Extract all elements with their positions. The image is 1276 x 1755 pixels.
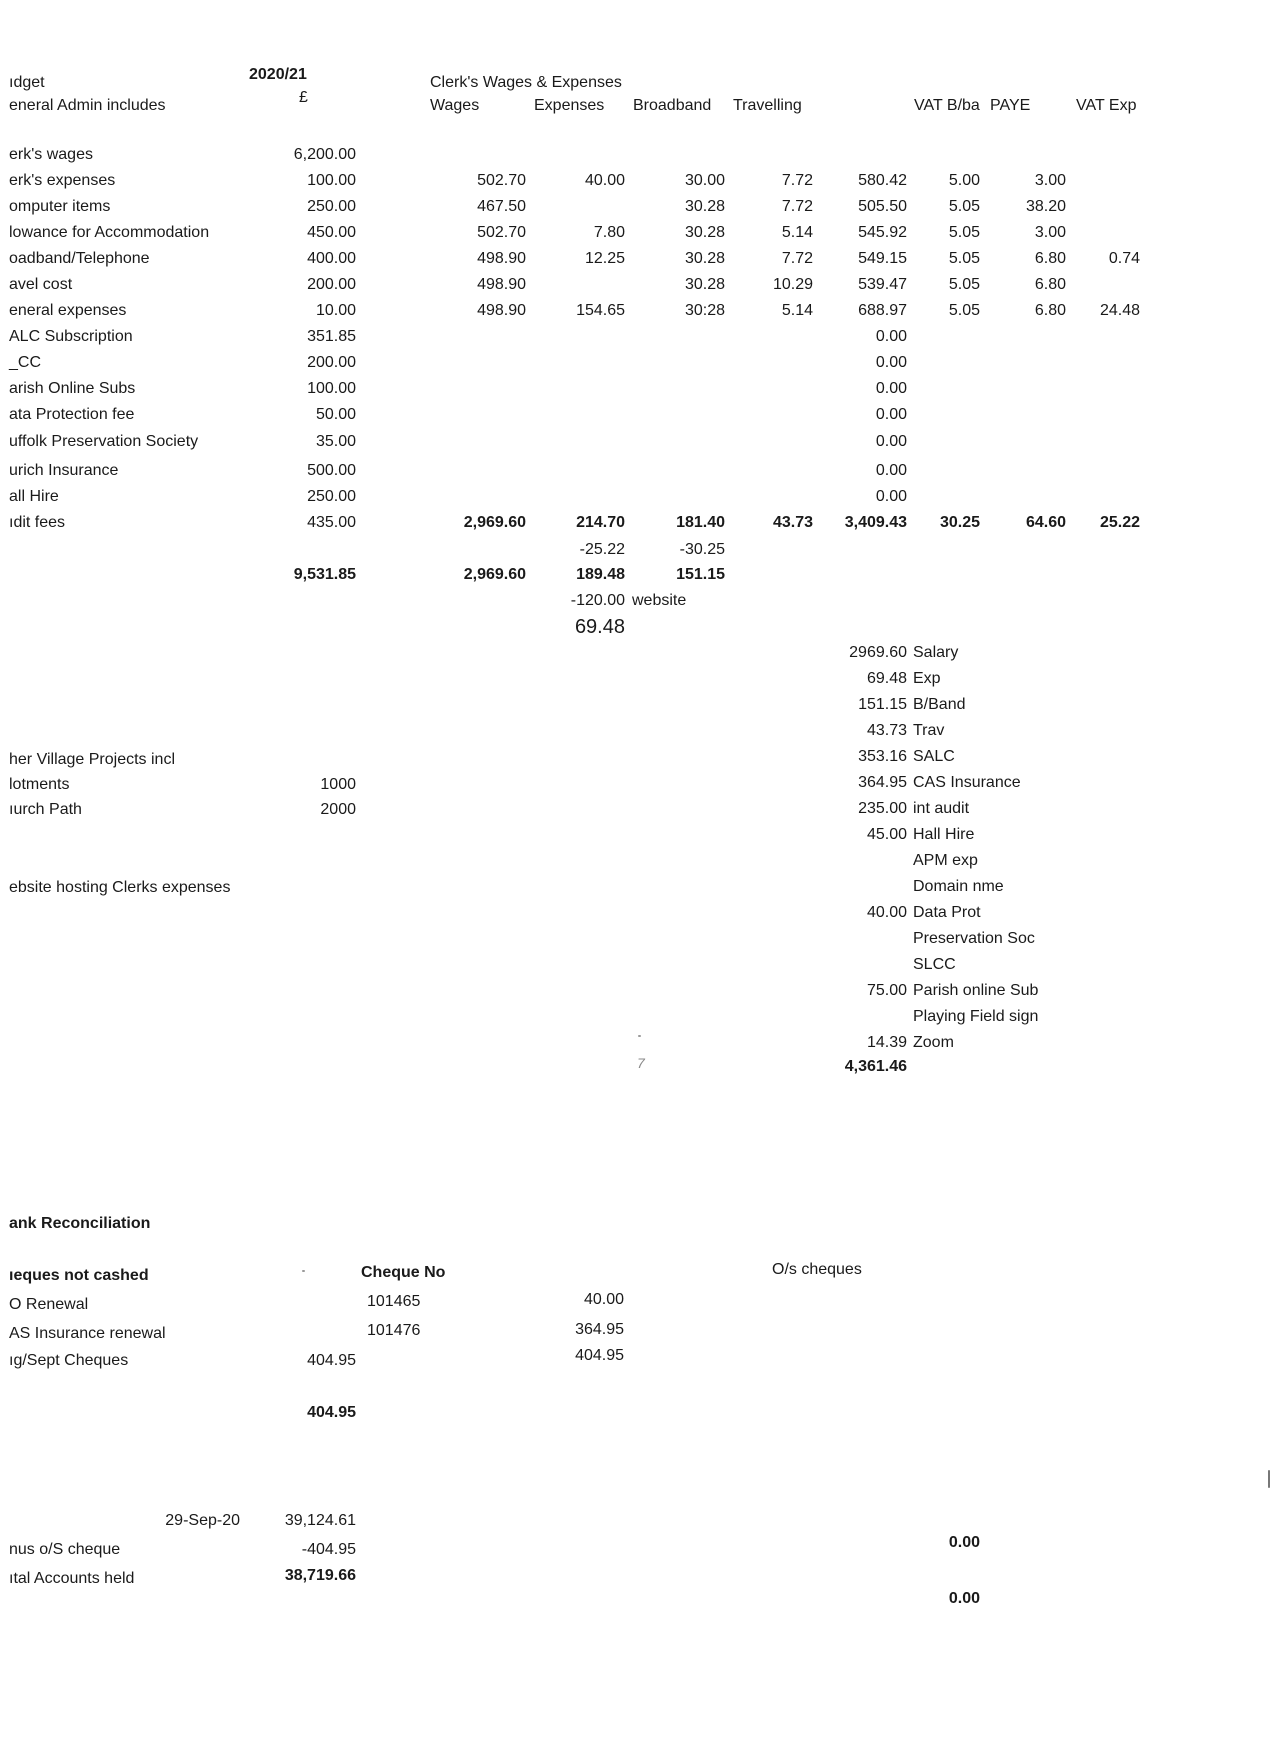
bank-balance: 39,124.61 (284, 1512, 356, 1529)
aug-sept-label: ıg/Sept Cheques (9, 1352, 129, 1369)
zero-total: 0.00 (875, 354, 907, 371)
summary-amount: 40.00 (866, 904, 907, 921)
clerk-cell-travelling: 5.14 (781, 224, 813, 241)
summary-amount: 45.00 (866, 826, 907, 843)
other-item-label: lotments (9, 776, 70, 793)
zero-total: 0.00 (875, 380, 907, 397)
cheque-number: 101465 (367, 1293, 421, 1310)
summary-label: Domain nme (913, 878, 1004, 895)
expenses-final: 69.48 (574, 616, 625, 638)
budget-item-amount: 200.00 (307, 276, 356, 293)
budget-year: 2020/21 (249, 66, 307, 83)
clerk-cell-broadband: 30.28 (684, 198, 725, 215)
summary-label: APM exp (913, 852, 978, 869)
budget-item-amount: 35.00 (315, 433, 356, 450)
clerk-cell-total: 545.92 (858, 224, 907, 241)
scan-speck (638, 1035, 641, 1037)
other-projects-heading: her Village Projects incl (9, 751, 176, 768)
budget-item-amount: 6,200.00 (293, 146, 356, 163)
budget-item-amount: 250.00 (307, 488, 356, 505)
clerk-cell-vat-bb: 5.05 (948, 250, 980, 267)
clerk-cell-total: 549.15 (858, 250, 907, 267)
summary-total: 4,361.46 (844, 1058, 907, 1075)
net-wages: 2,969.60 (463, 566, 526, 583)
clerk-cell-broadband: 30.28 (684, 224, 725, 241)
summary-label: Playing Field sign (913, 1008, 1039, 1025)
balance-date: 29-Sep-20 (165, 1512, 240, 1529)
clerk-cell-expenses: 12.25 (584, 250, 625, 267)
clerk-total-total: 3,409.43 (844, 514, 907, 531)
clerk-cell-expenses: 7.80 (593, 224, 625, 241)
summary-amount: 69.48 (866, 670, 907, 687)
clerk-cell-wages: 498.90 (477, 250, 526, 267)
aug-sept-amount-2: 404.95 (575, 1347, 624, 1364)
budget-item-amount: 100.00 (307, 172, 356, 189)
budget-item-label: arish Online Subs (9, 380, 136, 397)
website-hosting-note: ebsite hosting Clerks expenses (9, 879, 231, 896)
budget-item-label: ALC Subscription (9, 328, 133, 345)
clerk-cell-total: 505.50 (858, 198, 907, 215)
cheques-heading: ıeques not cashed (9, 1267, 149, 1284)
clerk-cell-vat-bb: 5.00 (948, 172, 980, 189)
clerk-cell-vat-exp: 0.74 (1108, 250, 1140, 267)
clerk-cell-broadband: 30.28 (684, 276, 725, 293)
total-accounts-amount: 38,719.66 (284, 1567, 356, 1584)
cheque-label: O Renewal (9, 1296, 89, 1313)
budget-item-amount: 100.00 (307, 380, 356, 397)
summary-label: Parish online Sub (913, 982, 1039, 999)
clerk-cell-vat-exp: 24.48 (1099, 302, 1140, 319)
zero-total: 0.00 (875, 328, 907, 345)
budget-item-label: lowance for Accommodation (9, 224, 210, 241)
cheque-no-heading: Cheque No (361, 1264, 446, 1281)
clerk-cell-travelling: 7.72 (781, 172, 813, 189)
clerk-cell-broadband: 30.00 (684, 172, 725, 189)
summary-amount: 2969.60 (849, 644, 907, 661)
clerk-total-vat-bb: 30.25 (939, 514, 980, 531)
summary-label: Preservation Soc (913, 930, 1035, 947)
budget-item-label: erk's expenses (9, 172, 116, 189)
summary-label: B/Band (913, 696, 966, 713)
net-expenses: 189.48 (576, 566, 625, 583)
clerk-cell-paye: 6.80 (1034, 302, 1066, 319)
zero-total: 0.00 (875, 433, 907, 450)
clerk-cell-broadband: 30.28 (684, 250, 725, 267)
budget-item-label: avel cost (9, 276, 73, 293)
vat-less-expenses: -25.22 (579, 541, 625, 558)
clerk-cell-vat-bb: 5.05 (948, 302, 980, 319)
clerk-cell-paye: 38.20 (1025, 198, 1066, 215)
header-broadband: Broadband (633, 97, 712, 114)
vat-less-broadband: -30.25 (679, 541, 725, 558)
cheques-subtotal: 404.95 (307, 1404, 356, 1421)
summary-label: SALC (913, 748, 955, 765)
scan-speck (1268, 1470, 1270, 1488)
summary-amount: 353.16 (858, 748, 907, 765)
budget-item-amount: 435.00 (307, 514, 356, 531)
right-zero-1: 0.00 (948, 1534, 980, 1551)
clerk-total-wages: 2,969.60 (463, 514, 526, 531)
clerk-cell-expenses: 40.00 (584, 172, 625, 189)
cheque-label: AS Insurance renewal (9, 1325, 166, 1342)
clerk-cell-vat-bb: 5.05 (948, 198, 980, 215)
header-wages: Wages (430, 97, 480, 114)
stray-mark: 7 (637, 1055, 645, 1071)
clerk-cell-broadband: 30:28 (684, 302, 725, 319)
budget-item-amount: 400.00 (307, 250, 356, 267)
cheque-number: 101476 (367, 1322, 421, 1339)
summary-amount: 364.95 (858, 774, 907, 791)
other-item-amount: 2000 (320, 801, 356, 818)
currency-symbol: £ (299, 89, 308, 106)
website-adjust-amount: -120.00 (570, 592, 625, 609)
summary-amount: 14.39 (866, 1034, 907, 1051)
summary-amount: 151.15 (858, 696, 907, 713)
clerk-cell-travelling: 10.29 (772, 276, 813, 293)
clerk-total-travelling: 43.73 (772, 514, 813, 531)
header-vat-bb: VAT B/ba (914, 97, 980, 114)
clerk-cell-total: 539.47 (858, 276, 907, 293)
summary-amount: 75.00 (866, 982, 907, 999)
budget-item-label: ıdit fees (9, 514, 66, 531)
summary-label: Zoom (913, 1034, 954, 1051)
header-travelling: Travelling (733, 97, 802, 114)
clerk-total-broadband: 181.40 (676, 514, 725, 531)
clerk-title: Clerk's Wages & Expenses (430, 74, 622, 91)
clerk-cell-wages: 498.90 (477, 276, 526, 293)
clerk-cell-expenses: 154.65 (576, 302, 625, 319)
clerk-cell-vat-bb: 5.05 (948, 276, 980, 293)
clerk-cell-paye: 6.80 (1034, 276, 1066, 293)
budget-item-amount: 200.00 (307, 354, 356, 371)
clerk-total-paye: 64.60 (1025, 514, 1066, 531)
minus-os-label: nus o/S cheque (9, 1541, 121, 1558)
clerk-cell-paye: 3.00 (1034, 172, 1066, 189)
summary-amount: 43.73 (866, 722, 907, 739)
clerk-cell-travelling: 5.14 (781, 302, 813, 319)
header-vat-exp: VAT Exp (1076, 97, 1137, 114)
budget-item-label: erk's wages (9, 146, 93, 163)
total-accounts-label: ıtal Accounts held (9, 1570, 135, 1587)
clerk-cell-vat-bb: 5.05 (948, 224, 980, 241)
summary-label: SLCC (913, 956, 956, 973)
minus-os-amount: -404.95 (301, 1541, 356, 1558)
zero-total: 0.00 (875, 406, 907, 423)
net-broadband: 151.15 (676, 566, 725, 583)
summary-amount: 235.00 (858, 800, 907, 817)
clerk-cell-paye: 6.80 (1034, 250, 1066, 267)
other-item-label: ıurch Path (9, 801, 82, 818)
other-item-amount: 1000 (320, 776, 356, 793)
budget-total: 9,531.85 (293, 566, 356, 583)
budget-item-amount: 500.00 (307, 462, 356, 479)
budget-item-label: urich Insurance (9, 462, 119, 479)
header-paye: PAYE (990, 97, 1031, 114)
budget-subheading: eneral Admin includes (9, 97, 166, 114)
budget-item-label: _CC (9, 354, 42, 371)
bank-reconciliation-title: ank Reconciliation (9, 1215, 151, 1232)
right-zero-2: 0.00 (948, 1590, 980, 1607)
clerk-cell-total: 688.97 (858, 302, 907, 319)
budget-item-amount: 50.00 (315, 406, 356, 423)
budget-heading: ıdget (9, 74, 45, 91)
clerk-cell-travelling: 7.72 (781, 250, 813, 267)
budget-item-label: oadband/Telephone (9, 250, 150, 267)
clerk-total-vat-exp: 25.22 (1099, 514, 1140, 531)
cheque-amount: 40.00 (583, 1291, 624, 1308)
budget-item-label: uffolk Preservation Society (9, 433, 199, 450)
clerk-cell-total: 580.42 (858, 172, 907, 189)
clerk-cell-wages: 467.50 (477, 198, 526, 215)
zero-total: 0.00 (875, 488, 907, 505)
summary-label: Hall Hire (913, 826, 975, 843)
budget-item-label: all Hire (9, 488, 59, 505)
summary-label: Salary (913, 644, 959, 661)
clerk-cell-wages: 498.90 (477, 302, 526, 319)
budget-item-amount: 450.00 (307, 224, 356, 241)
summary-label: Trav (913, 722, 945, 739)
scan-speck (302, 1270, 305, 1272)
budget-item-amount: 250.00 (307, 198, 356, 215)
os-cheques-heading: O/s cheques (772, 1261, 862, 1278)
website-adjust-label: website (632, 592, 687, 609)
budget-item-label: ata Protection fee (9, 406, 135, 423)
clerk-cell-wages: 502.70 (477, 224, 526, 241)
aug-sept-amount: 404.95 (307, 1352, 356, 1369)
clerk-cell-wages: 502.70 (477, 172, 526, 189)
summary-label: int audit (913, 800, 970, 817)
budget-item-label: eneral expenses (9, 302, 127, 319)
summary-label: CAS Insurance (913, 774, 1021, 791)
summary-label: Data Prot (913, 904, 981, 921)
clerk-cell-paye: 3.00 (1034, 224, 1066, 241)
budget-item-label: omputer items (9, 198, 111, 215)
summary-label: Exp (913, 670, 941, 687)
zero-total: 0.00 (875, 462, 907, 479)
cheque-amount: 364.95 (575, 1321, 624, 1338)
clerk-cell-travelling: 7.72 (781, 198, 813, 215)
header-expenses: Expenses (534, 97, 605, 114)
budget-item-amount: 10.00 (315, 302, 356, 319)
budget-item-amount: 351.85 (307, 328, 356, 345)
clerk-total-expenses: 214.70 (576, 514, 625, 531)
